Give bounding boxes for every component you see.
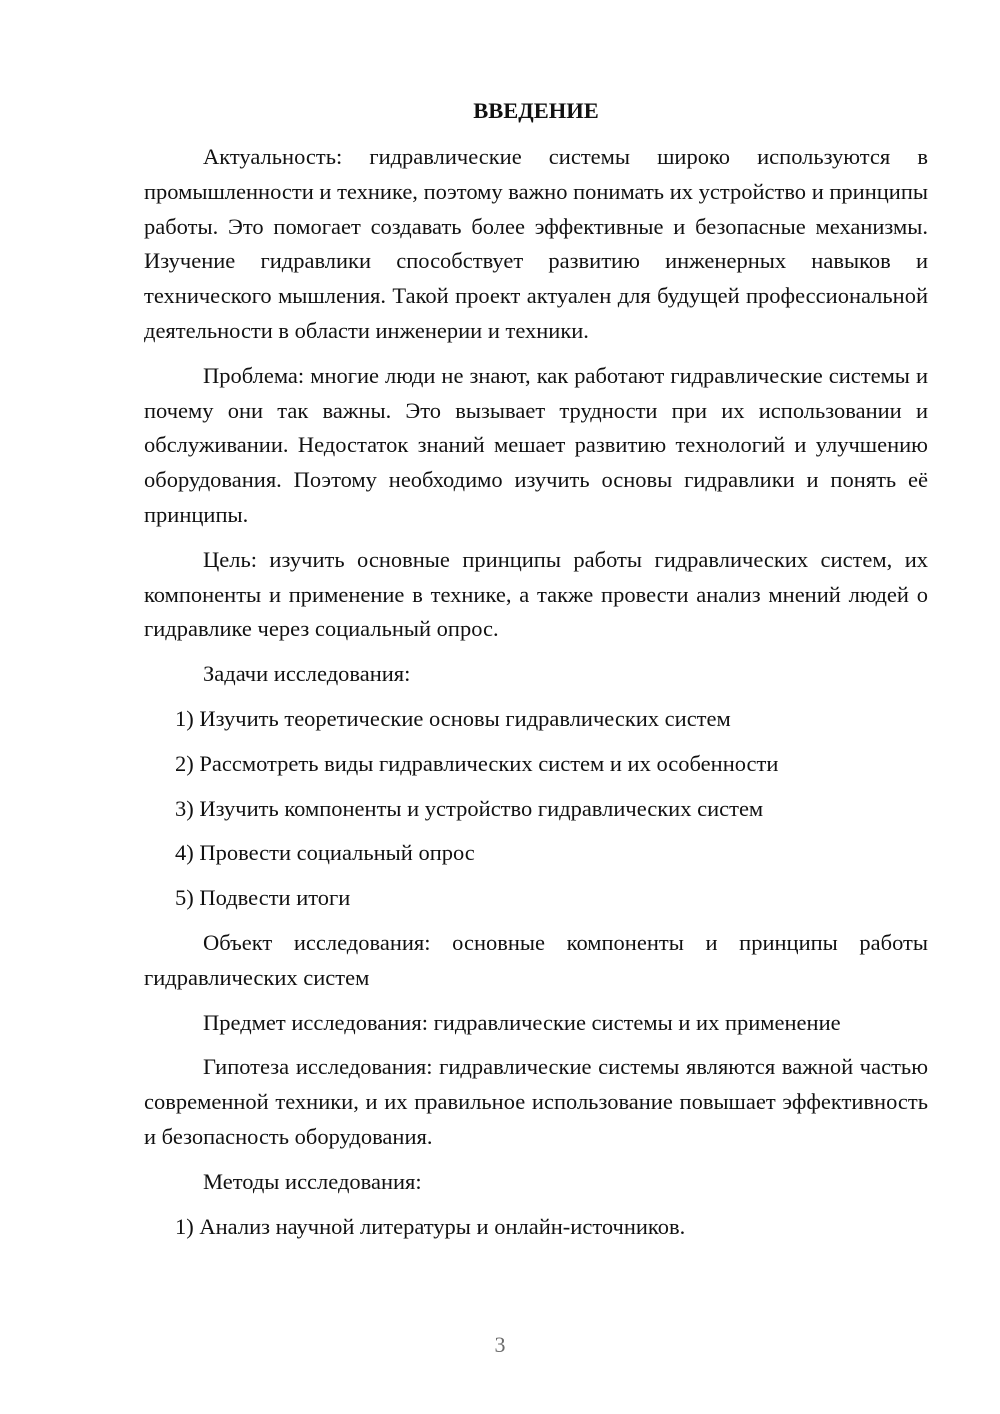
task-item-3: 3) Изучить компоненты и устройство гидравлических систем (175, 795, 764, 821)
page-number: 3 (494, 1332, 506, 1357)
page-title: ВВЕДЕНИЕ (473, 98, 599, 123)
task-item-5: 5) Подвести итоги (175, 885, 351, 911)
subject-paragraph: Предмет исследования: гидравлические системы и их применение (203, 1009, 841, 1035)
problem-paragraph: Проблема: многие люди не знают, как работают гидравлические системы и почему они так важны. Это вызывает трудности при их использовании и обслуживании. Недостаток знаний мешает развитию технологий и улучшению оборудования. Поэтому необходимо изучить основы гидравлики и понять её принципы. (144, 362, 928, 527)
relevance-paragraph: Актуальность: гидравлические системы широко используются в промышленности и технике, поэтому важно понимать их устройство и принципы работы. Это помогает создавать более эффективные и безопасные механизмы. Изучение гидравлики способствует развитию инженерных навыков и технического мышления. Такой проект актуален для будущей профессиональной деятельности в области инженерии и техники. (144, 144, 928, 343)
task-item-1: 1) Изучить теоретические основы гидравлических систем (175, 705, 731, 731)
hypothesis-paragraph: Гипотеза исследования: гидравлические системы являются важной частью современной техники, и их правильное использование повышает эффективность и безопасность оборудования. (144, 1054, 928, 1149)
goal-paragraph: Цель: изучить основные принципы работы гидравлических систем, их компоненты и применение в технике, а также провести анализ мнений людей о гидравлике через социальный опрос. (144, 546, 928, 642)
page-content (144, 92, 928, 1254)
methods-heading: Методы исследования: (203, 1168, 422, 1194)
tasks-heading: Задачи исследования: (203, 661, 411, 687)
method-item-1: 1) Анализ научной литературы и онлайн-источников. (175, 1213, 686, 1239)
task-item-4: 4) Провести социальный опрос (175, 840, 475, 866)
object-paragraph: Объект исследования: основные компоненты и принципы работы гидравлических систем (144, 929, 928, 990)
task-item-2: 2) Рассмотреть виды гидравлических систем и их особенности (175, 750, 779, 776)
